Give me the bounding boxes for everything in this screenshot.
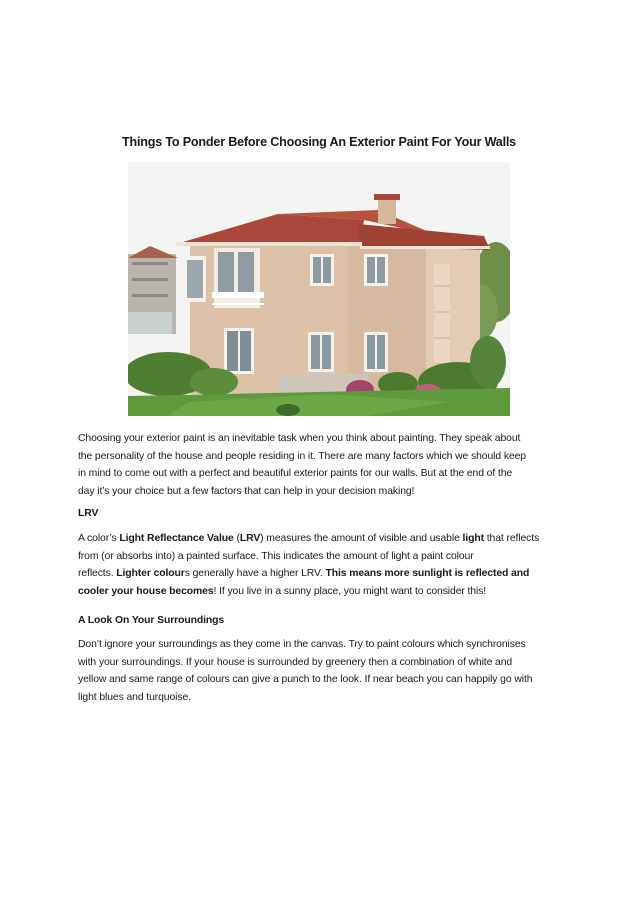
lrv-line	[78, 565, 568, 583]
lrv-text: ! If you live in a sunny place, you might want to consider this!	[213, 585, 487, 597]
lrv-text: that reflects	[483, 533, 540, 544]
lrv-bold-sunlight: This means more sunlight is reflected and	[325, 568, 530, 580]
lrv-bold-cooler: cooler your house becomes	[78, 585, 214, 597]
lrv-text: (	[233, 533, 240, 544]
lrv-heading: LRV	[78, 508, 99, 519]
page-title: Things To Ponder Before Choosing An Exterior Paint For Your Walls	[122, 135, 516, 149]
house-photo	[128, 162, 510, 416]
lrv-bold-light: light	[462, 533, 484, 544]
lrv-bold-abbr: LRV	[239, 533, 261, 544]
lrv-text: A color’s	[78, 533, 120, 544]
intro-line: day it’s your choice but a few factors that can help in your decision making!	[78, 485, 415, 497]
lrv-text: ) measures the amount of visible and usable	[260, 533, 463, 544]
surroundings-line: light blues and turquoise.	[78, 691, 191, 703]
lrv-paragraph	[78, 530, 568, 600]
surroundings-line: Don’t ignore your surroundings as they come in the canvas. Try to paint colours which synchronises	[78, 639, 526, 650]
lrv-text: s generally have a higher LRV.	[184, 568, 326, 580]
intro-line: the personality of the house and people residing in it. There are many factors which we should keep	[78, 450, 526, 462]
intro-line: Choosing your exterior paint is an inevitable task when you think about painting. They speak about	[78, 433, 521, 444]
lrv-bold-lighter: Lighter colour	[116, 568, 185, 580]
surroundings-line: yellow and same range of colours can give a punch to the look. If near beach you can happily go with	[78, 674, 533, 686]
intro-paragraph	[78, 430, 568, 500]
intro-line: in mind to come out with a perfect and beautiful exterior paints for our walls. But at the end of the	[78, 468, 513, 480]
lrv-line	[78, 530, 568, 548]
surroundings-paragraph	[78, 636, 568, 706]
lrv-line: from (or absorbs into) a painted surface. This indicates the amount of light a paint colour	[78, 550, 474, 562]
surroundings-heading: A Look On Your Surroundings	[78, 615, 225, 626]
surroundings-line: with your surroundings. If your house is surrounded by greenery then a combination of white and	[78, 656, 513, 668]
lrv-text: reflects.	[78, 568, 117, 580]
lrv-line	[78, 583, 568, 601]
lrv-bold-term: Light Reflectance Value	[119, 533, 234, 544]
